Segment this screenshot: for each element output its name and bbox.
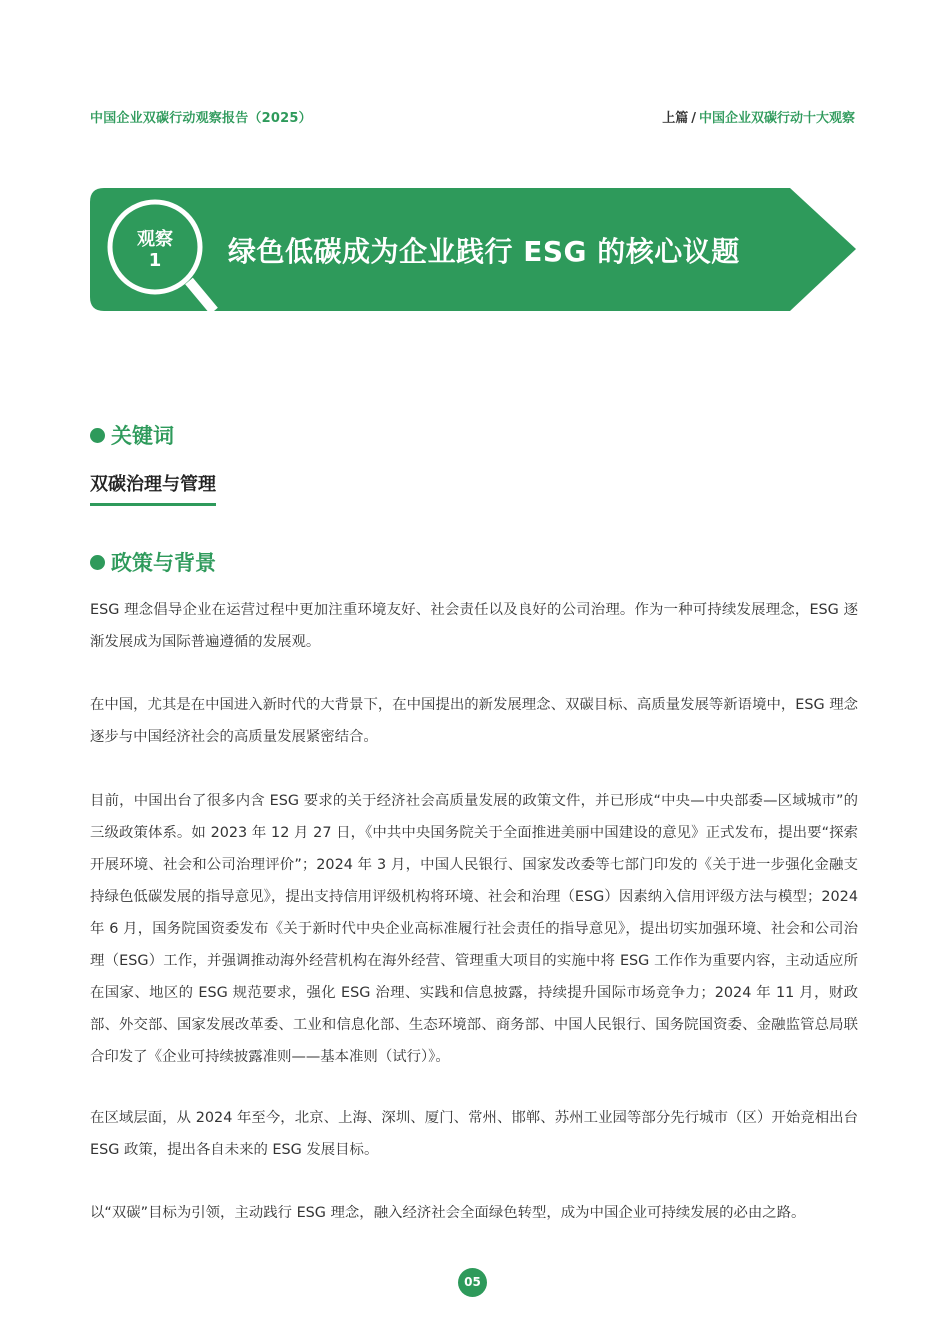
badge-number: 1 [148, 250, 162, 271]
banner-title: 绿色低碳成为企业践行 ESG 的核心议题 [228, 235, 740, 268]
paragraph-1: ESG 理念倡导企业在运营过程中更加注重环境友好、社会责任以及良好的公司治理。作为一种可持续发展理念，ESG 逐渐发展成为国际普遍遵循的发展观。 [90, 602, 858, 650]
policy-heading [90, 547, 216, 577]
paragraph-3: 目前，中国出台了很多内含 ESG 要求的关于经济社会高质量发展的政策文件，并已形成“中央—中央部委—区域城市”的三级政策体系。如 2023 年 12 月 27 日，《中共中央国务院关于全面推进美丽中国建设的意见》正式发布，提出要“探索开展环境、社会和公司治理评价”；2024 年 3 月，中国人民银行、国家发改委等七部门印发的《关于进一步强化金融支持绿色低碳发展的指导意见》，提出支持信用评级机构将环境、社会和治理（ESG）因素纳入信用评级方法与模型；2024 年 6 月，国务院国资委发布《关于新时代中央企业高标准履行社会责任的指导意见》，提出切实加强环境、社会和公司治理（ESG）工作，并强调推动海外经营机构在海外经营、管理重大项目的实施中将 ESG 工作作为重要内容，主动适应所在国家、地区的 ESG 规范要求，强化 ESG 治理、实践和信息披露，持续提升国际市场竞争力；2024 年 11 月，财政部、外交部、国家发展改革委、工业和信息化部、生态环境部、商务部、中国人民银行、国务院国资委、金融监管总局联合印发了《企业可持续披露准则——基本准则（试行）》。 [90, 793, 858, 1065]
policy-heading-text: 政策与背景 [111, 551, 216, 575]
bullet-dot-icon [90, 555, 105, 570]
keyword-tag: 双碳治理与管理 [90, 470, 216, 506]
paragraph-2: 在中国，尤其是在中国进入新时代的大背景下，在中国提出的新发展理念、双碳目标、高质量发展等新语境中，ESG 理念逐步与中国经济社会的高质量发展紧密结合。 [90, 697, 858, 745]
paragraph-4: 在区域层面，从 2024 年至今，北京、上海、深圳、厦门、常州、邯郸、苏州工业园等部分先行城市（区）开始竞相出台 ESG 政策，提出各自未来的 ESG 发展目标。 [90, 1110, 858, 1158]
paragraph-5: 以“双碳”目标为引领，主动践行 ESG 理念，融入经济社会全面绿色转型，成为中国企业可持续发展的必由之路。 [90, 1205, 806, 1221]
observation-badge [112, 229, 198, 271]
badge-word: 观察 [137, 229, 173, 250]
part-label: 上篇 [662, 111, 689, 126]
observation-banner [90, 188, 856, 311]
report-title: 中国企业双碳行动观察报告（2025） [90, 111, 312, 126]
bullet-dot-icon [90, 428, 105, 443]
breadcrumb-separator: / [691, 111, 696, 126]
section-title: 中国企业双碳行动十大观察 [698, 111, 855, 126]
page-number: 05 [458, 1268, 487, 1297]
keywords-heading [90, 420, 174, 450]
section-breadcrumb [662, 107, 855, 126]
keywords-heading-text: 关键词 [111, 424, 174, 448]
